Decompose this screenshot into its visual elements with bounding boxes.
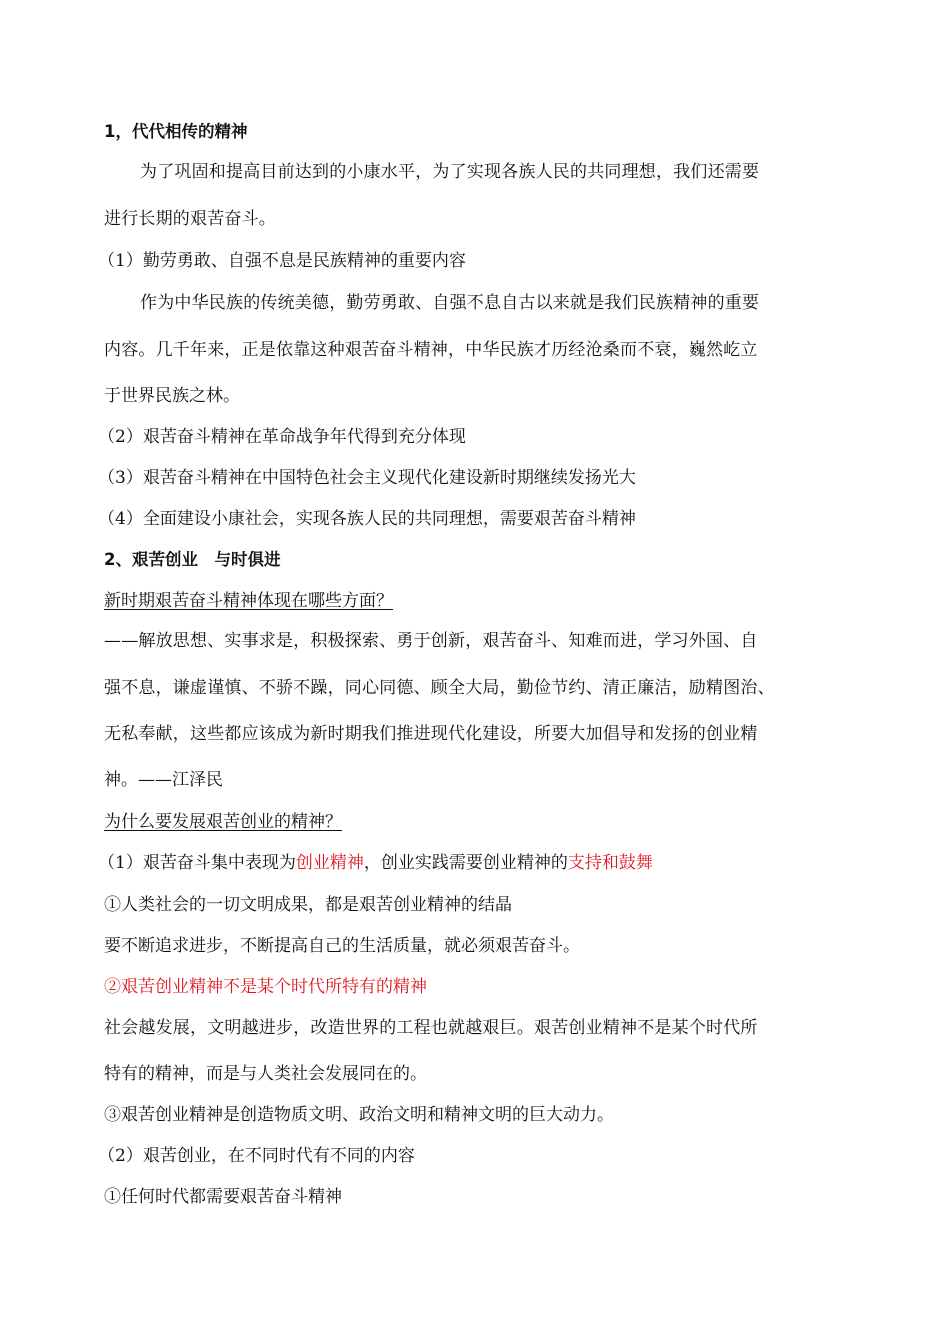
section-1-title: 1，代代相传的精神 [104, 122, 248, 141]
section-1-point-1-title: （1）勤劳勇敢、自强不息是民族精神的重要内容 [98, 251, 466, 271]
section-1-point-1-line-2: 内容。几千年来，正是依靠这种艰苦奋斗精神，中华民族才历经沧桑而不衰，巍然屹立 [104, 340, 758, 360]
section-1-intro-line-1: 为了巩固和提高目前达到的小康水平，为了实现各族人民的共同理想，我们还需要 [140, 162, 760, 182]
section-1-point-4: （4）全面建设小康社会，实现各族人民的共同理想，需要艰苦奋斗精神 [98, 509, 636, 529]
section-2-point-1-highlight-2: 支持和鼓舞 [567, 853, 653, 873]
section-1-point-3: （3）艰苦奋斗精神在中国特色社会主义现代化建设新时期继续发扬光大 [98, 468, 636, 488]
section-2-circle-2-line-2: 特有的精神，而是与人类社会发展同在的。 [104, 1064, 427, 1084]
section-2-circle-2-line-1: 社会越发展，文明越进步，改造世界的工程也就越艰巨。艰苦创业精神不是某个时代所 [104, 1018, 758, 1038]
section-2-point-2: （2）艰苦创业，在不同时代有不同的内容 [98, 1146, 415, 1166]
section-2-answer-1-line-2: 强不息，谦虚谨慎、不骄不躁，同心同德、顾全大局，勤俭节约、清正廉洁，励精图治、 [104, 678, 775, 698]
section-2-point-1-text-a: （1）艰苦奋斗集中表现为 [98, 853, 296, 873]
section-2-circle-1-text: 要不断追求进步，不断提高自己的生活质量，就必须艰苦奋斗。 [104, 936, 580, 956]
section-1-point-2: （2）艰苦奋斗精神在革命战争年代得到充分体现 [98, 427, 466, 447]
section-2-point-2-circle-1: ①任何时代都需要艰苦奋斗精神 [104, 1187, 342, 1207]
section-1-intro-line-2: 进行长期的艰苦奋斗。 [104, 209, 276, 229]
section-2-point-1 [98, 851, 838, 875]
section-2-question-2: 为什么要发展艰苦创业的精神？ [104, 812, 342, 832]
section-2-circle-2: ②艰苦创业精神不是某个时代所特有的精神 [104, 977, 427, 997]
section-2-answer-1-line-4: 神。——江泽民 [104, 770, 223, 790]
section-2-point-1-highlight-1: 创业精神 [295, 853, 364, 873]
section-2-circle-3: ③艰苦创业精神是创造物质文明、政治文明和精神文明的巨大动力。 [104, 1105, 614, 1125]
section-2-answer-1-line-1: ——解放思想、实事求是，积极探索、勇于创新，艰苦奋斗、知难而进，学习外国、自 [104, 631, 758, 651]
section-2-answer-1-line-3: 无私奉献，这些都应该成为新时期我们推进现代化建设，所要大加倡导和发扬的创业精 [104, 724, 758, 744]
section-2-point-1-text-b: ，创业实践需要创业精神的 [363, 853, 568, 873]
section-2-question-1: 新时期艰苦奋斗精神体现在哪些方面？ [104, 591, 393, 611]
section-2-title: 2、艰苦创业 与时俱进 [104, 550, 281, 569]
section-1-point-1-line-3: 于世界民族之林。 [104, 386, 240, 406]
section-2-circle-1: ①人类社会的一切文明成果，都是艰苦创业精神的结晶 [104, 895, 512, 915]
section-1-point-1-line-1: 作为中华民族的传统美德，勤劳勇敢、自强不息自古以来就是我们民族精神的重要 [140, 293, 760, 313]
